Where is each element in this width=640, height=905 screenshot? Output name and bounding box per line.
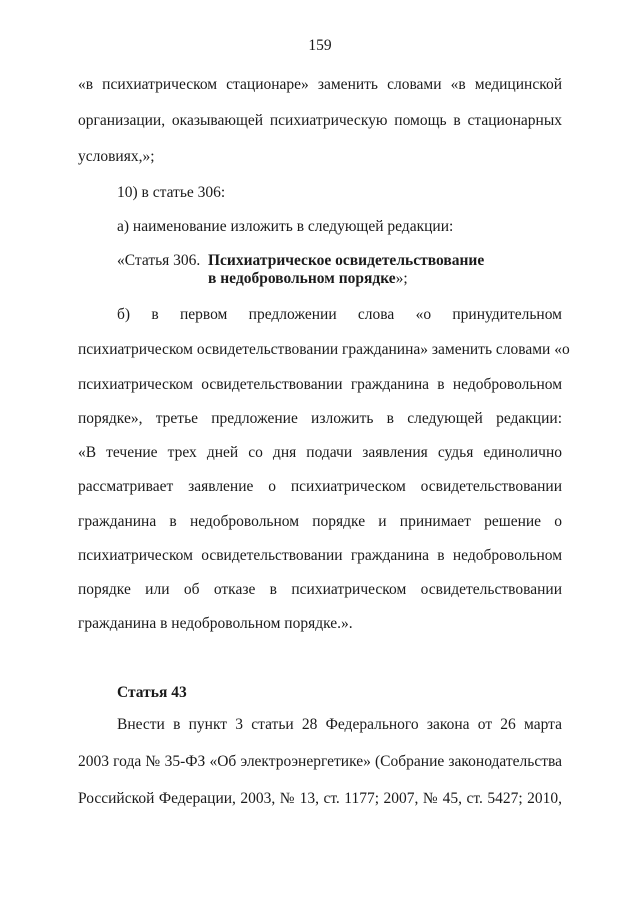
list-item-b: б) в первом предложении слова «о принудительном [117, 306, 562, 323]
text-line: гражданина в недобровольном порядке и принимает решение о [78, 513, 562, 530]
text-line: психиатрическом освидетельствовании гражданина в недобровольном [78, 547, 562, 564]
text-line: Российской Федерации, 2003, № 13, ст. 1177; 2007, № 45, ст. 5427; 2010, [78, 790, 562, 807]
article-43-title: Статья 43 [117, 684, 187, 701]
article-heading-title-line2 [208, 269, 408, 289]
article-heading-title-cont: в недобровольном порядке [208, 270, 396, 287]
text-line: гражданина в недобровольном порядке.». [78, 615, 353, 632]
text-line: рассматривает заявление о психиатрическом освидетельствовании [78, 478, 562, 495]
text-line: порядке», третье предложение изложить в следующей редакции: [78, 410, 562, 427]
text-line: порядке или об отказе в психиатрическом освидетельствовании [78, 581, 562, 598]
text-line: Внести в пункт 3 статьи 28 Федерального закона от 26 марта [117, 716, 562, 733]
text-line: психиатрическом освидетельствовании гражданина» заменить словами «о [78, 341, 570, 358]
text-line: условиях,»; [78, 148, 155, 165]
text-line: психиатрическом освидетельствовании гражданина в недобровольном [78, 376, 562, 393]
text-line: «в психиатрическом стационаре» заменить словами «в медицинской [78, 76, 562, 93]
article-heading-title: Психиатрическое освидетельствование [208, 252, 485, 269]
page-number: 159 [308, 37, 332, 54]
article-heading-prefix: «Статья 306. [117, 252, 201, 269]
text-line: 2003 года № 35-ФЗ «Об электроэнергетике» (Собрание законодательства [78, 753, 562, 770]
list-item-10: 10) в статье 306: [117, 184, 226, 201]
list-item-a: а) наименование изложить в следующей редакции: [117, 218, 454, 235]
text-line: «В течение трех дней со дня подачи заявления судья единолично [78, 444, 562, 461]
article-heading-suffix: »; [395, 270, 408, 287]
text-line: организации, оказывающей психиатрическую помощь в стационарных [78, 112, 562, 129]
